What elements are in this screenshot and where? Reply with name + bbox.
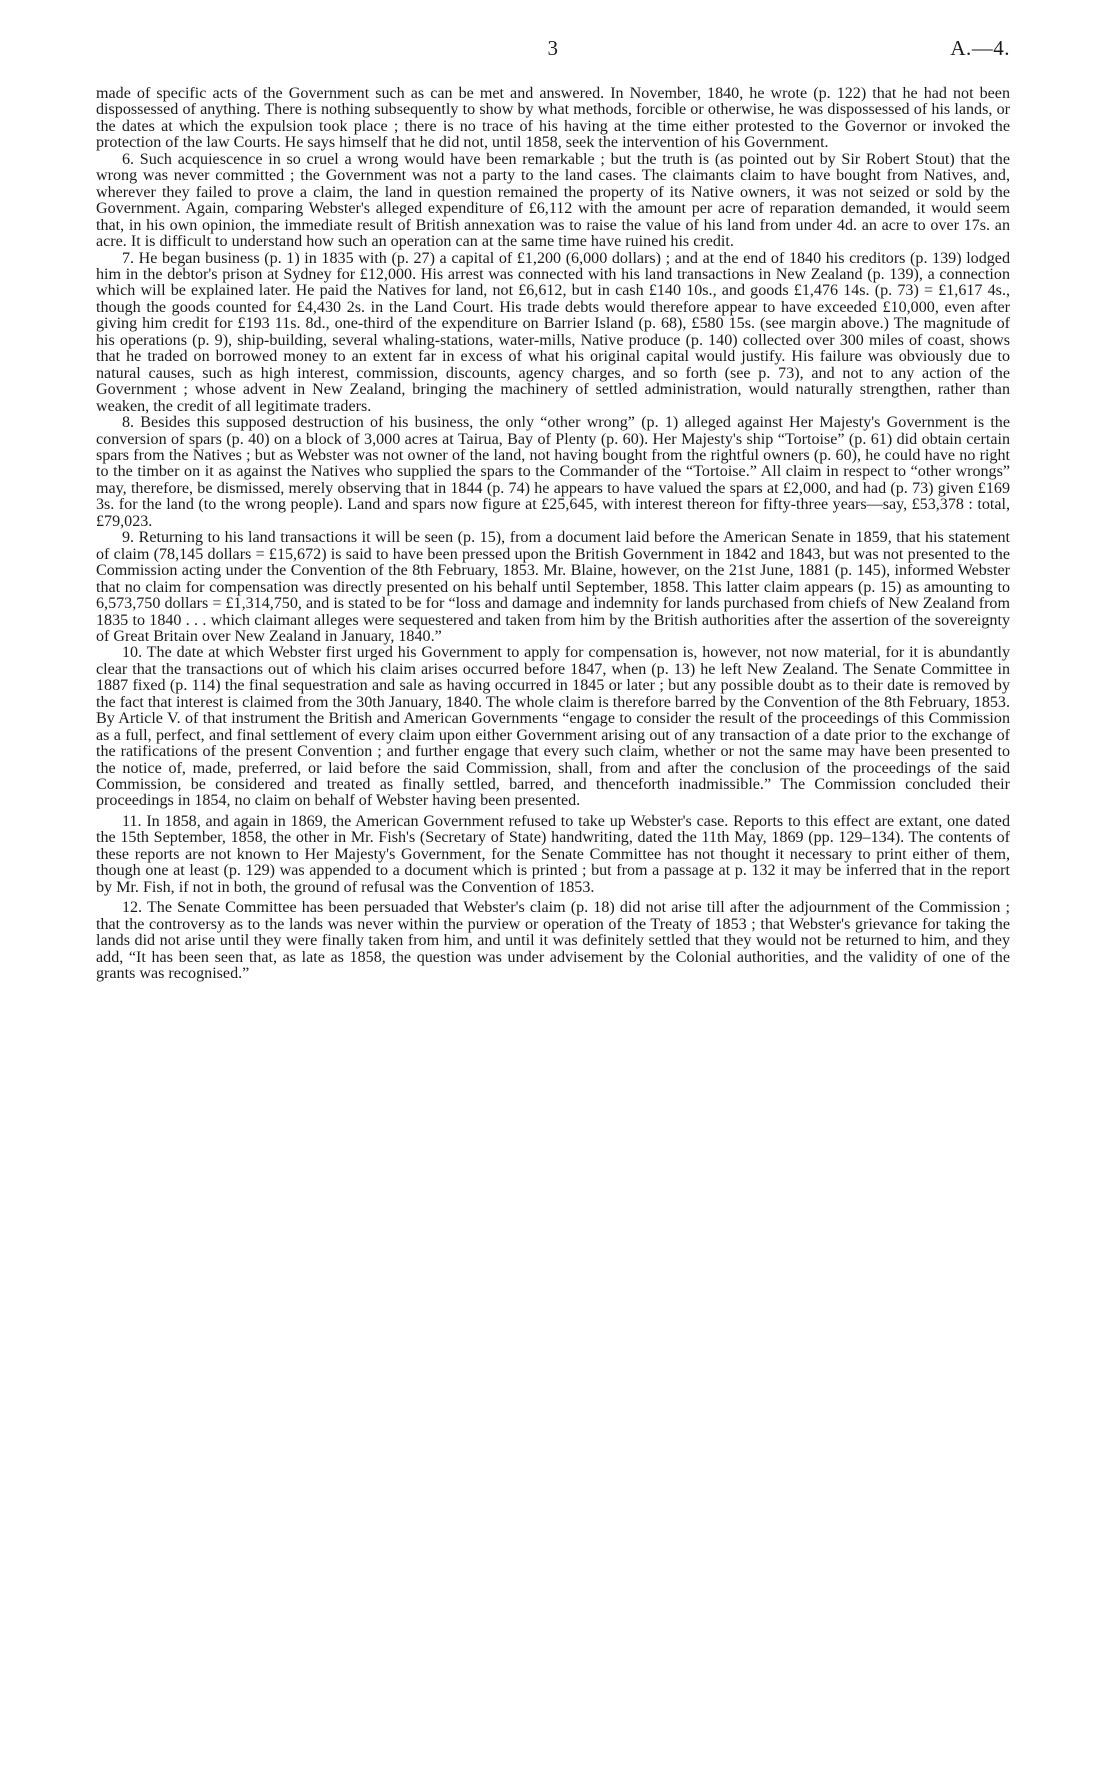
paragraph-10: 10. The date at which Webster first urged his Government to apply for compensation is, however, not now material, for it is abundantly clear that the transactions out of which his claim arises occurred before 1847, when (p. 13) he left New Zealand. The Senate Committee in 1887 fixed (p. 114) the final sequestration and sale as having occurred in 1845 or later ; but any possible doubt as to their date is removed by the fact that interest is claimed from the 30th January, 1840. The whole claim is therefore barred by the Convention of the 8th February, 1853. By Article V. of that instrument the British and American Governments “engage to consider the result of the proceedings of this Commission as a full, perfect, and final settlement of every claim upon either Government arising out of any transaction of a date prior to the exchange of the ratifications of the present Convention ; and further engage that every such claim, whether or not the same may have been presented to the notice of, made, preferred, or laid before the said Commission, shall, from and after the conclusion of the proceedings of the said Commission, be considered and treated as finally settled, barred, and thenceforth inadmissible.” The Commission concluded their proceedings in 1854, no claim on behalf of Webster having been presented. [96,644,1010,810]
page-number: 3 [547,36,559,60]
page-header [96,36,1010,64]
paragraph-8: 8. Besides this supposed destruction of his business, the only “other wrong” (p. 1) alleged against Her Majesty's Government is the conversion of spars (p. 40) on a block of 3,000 acres at Tairua, Bay of Plenty (p. 60). Her Majesty's ship “Tortoise” (p. 61) did obtain certain spars from the Natives ; but as Webster was not owner of the land, not having bought from the rightful owners (p. 60), he could have no right to the timber on it as against the Natives who supplied the spars to the Commander of the “Tortoise.” All claim in respect to “other wrongs” may, therefore, be dismissed, merely observing that in 1844 (p. 74) he appears to have valued the spars at £2,000, and had (p. 73) given £169 3s. for the land (to the wrong people). Land and spars now figure at £25,645, with interest thereon for fifty-three years—say, £53,378 : total, £79,023. [96,414,1010,530]
paragraph-7: 7. He began business (p. 1) in 1835 with (p. 27) a capital of £1,200 (6,000 dollars) ; and at the end of 1840 his creditors (p. 139) lodged him in the debtor's prison at Sydney for £12,000. His arrest was connected with his land transactions in New Zealand (p. 139), a connection which will be explained later. He paid the Natives for land, not £6,612, but in cash £140 10s., and goods £1,476 14s. (p. 73) = £1,617 4s., though the goods counted for £4,430 2s. in the Land Court. His trade debts would therefore appear to have exceeded £10,000, even after giving him credit for £193 11s. 8d., one-third of the expenditure on Barrier Island (p. 68), £580 15s. (see margin above.) The magnitude of his operations (p. 9), ship-building, several whaling-stations, water-mills, Native produce (p. 140) collected over 300 miles of coast, shows that he traded on borrowed money to an extent far in excess of what his original capital would justify. His failure was obviously due to natural causes, such as high interest, commission, discounts, agency charges, and so forth (see p. 73), and not to any action of the Government ; whose advent in New Zealand, bringing the machinery of settled administration, would naturally strengthen, rather than weaken, the credit of all legitimate traders. [96,249,1010,415]
paragraph-continuation: made of specific acts of the Government such as can be met and answered. In November, 1840, he wrote (p. 122) that he had not been dispossessed of anything. There is nothing subsequently to show by what methods, forcible or otherwise, he was dispossessed of his lands, or the dates at which the expulsion took place ; there is no trace of his having at the time either protested to the Governor or invoked the protection of the law Courts. He says himself that he did not, until 1858, seek the intervention of his Government. [96,85,1010,152]
document-reference: A.—4. [950,36,1010,60]
paragraph-6: 6. Such acquiescence in so cruel a wrong would have been remarkable ; but the truth is (as pointed out by Sir Robert Stout) that the wrong was never committed ; the Government was not a party to the land cases. The claimants claim to have bought from Natives, and, wherever they failed to prove a claim, the land in question remained the property of its Native owners, it was not seized or sold by the Government. Again, comparing Webster's alleged expenditure of £6,112 with the amount per acre of reparation demanded, it would seem that, in his own opinion, the immediate result of British annexation was to raise the value of his land from under 4d. an acre to over 17s. an acre. It is difficult to understand how such an operation can at the same time have ruined his credit. [96,150,1010,251]
body-text [96,86,1010,982]
paragraph-11: 11. In 1858, and again in 1869, the American Government refused to take up Webster's case. Reports to this effect are extant, one dated the 15th September, 1858, the other in Mr. Fish's (Secretary of State) handwriting, dated the 11th May, 1869 (pp. 129–134). The contents of these reports are not known to Her Majesty's Government, for the Senate Committee has not thought it necessary to print either of them, though one at least (p. 129) was appended to a document which is printed ; but from a passage at p. 132 it may be inferred that in the report by Mr. Fish, if not in both, the ground of refusal was the Convention of 1853. [96,812,1010,896]
paragraph-12: 12. The Senate Committee has been persuaded that Webster's claim (p. 18) did not arise till after the adjournment of the Commission ; that the controversy as to the lands was never within the purview or operation of the Treaty of 1853 ; that Webster's grievance for taking the lands did not arise until they were finally taken from him, and until it was definitely settled that they would not be returned to him, and they add, “It has been seen that, as late as 1858, the question was under advisement by the Colonial authorities, and the validity of one of the grants was recognised.” [96,899,1010,983]
paragraph-9: 9. Returning to his land transactions it will be seen (p. 15), from a document laid before the American Senate in 1859, that his statement of claim (78,145 dollars = £15,672) is said to have been pressed upon the British Government in 1842 and 1843, but was not presented to the Commission acting under the Convention of the 8th February, 1853. Mr. Blaine, however, on the 21st June, 1881 (p. 145), informed Webster that no claim for compensation was directly presented on his behalf until September, 1858. This latter claim appears (p. 15) as amounting to 6,573,750 dollars = £1,314,750, and is stated to be for “loss and damage and indemnity for lands purchased from chiefs of New Zealand from 1835 to 1840 . . . which claimant alleges were sequestered and taken from him by the British authorities after the assertion of the sovereignty of Great Britain over New Zealand in January, 1840.” [96,529,1010,645]
